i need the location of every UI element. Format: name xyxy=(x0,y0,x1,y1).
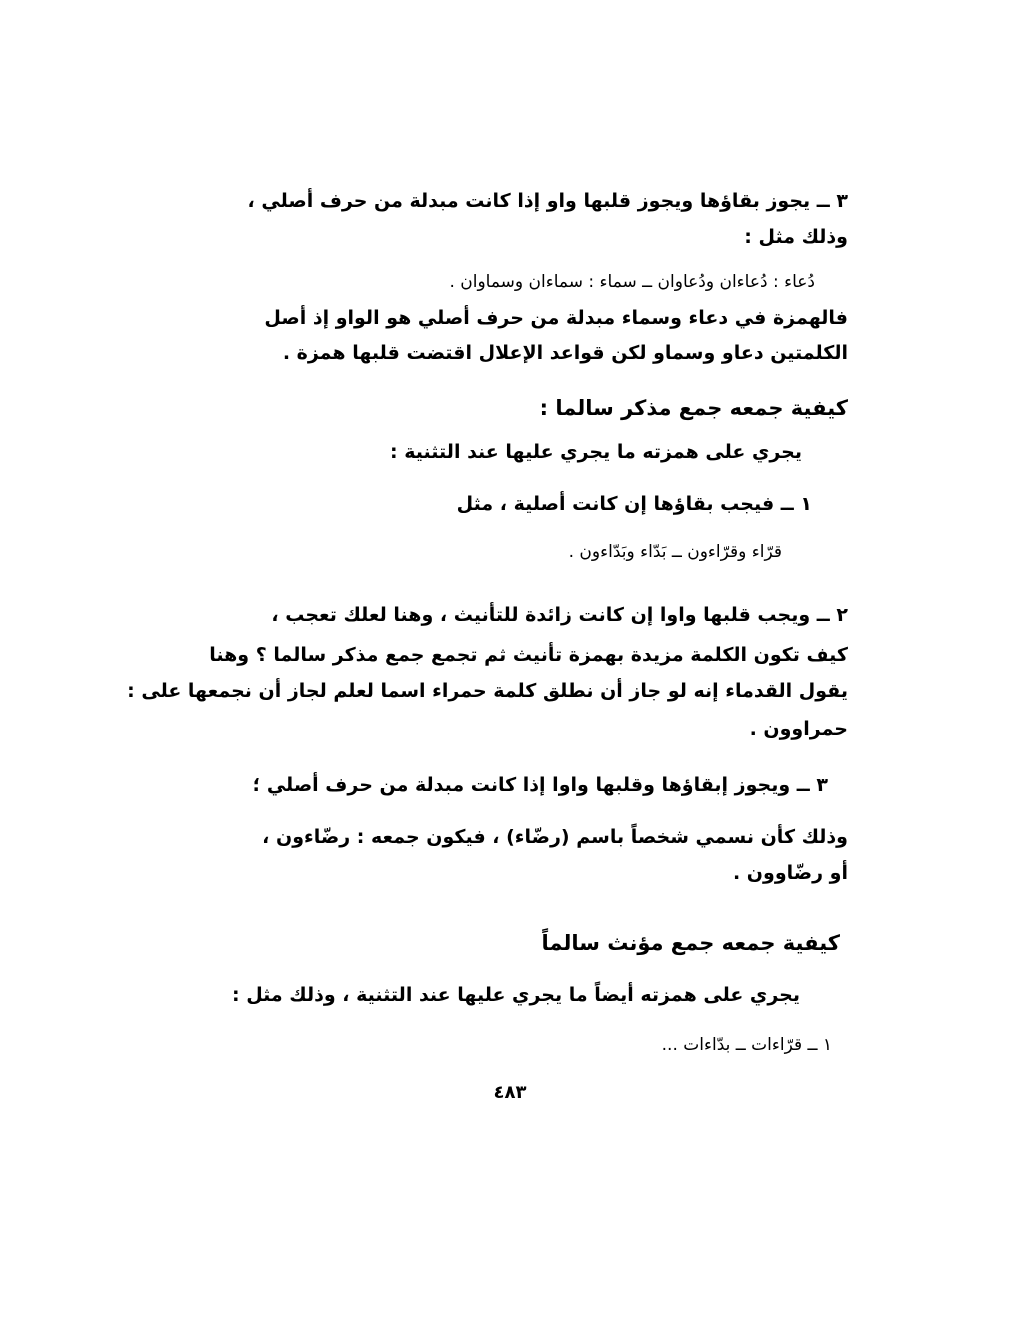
list-item: ١ ــ قرّاءات ــ بدّاءات ... xyxy=(661,1035,832,1055)
paragraph-line: ٣ ــ يجوز بقاؤها ويجوز قلبها واو إذا كانت مبدلة من حرف أصلي ، xyxy=(247,190,848,212)
list-item: ٣ ــ ويجوز إبقاؤها وقلبها واوا إذا كانت مبدلة من حرف أصلي ؛ xyxy=(252,774,828,796)
example-line: أو رضّاوون . xyxy=(732,862,848,884)
example-line: وذلك كأن نسمي شخصاً باسم (رضّاء) ، فيكون جمعه : رضّاءون ، xyxy=(262,826,848,848)
intro-line: يجري على همزته أيضاً ما يجري عليها عند التثنية ، وذلك مثل : xyxy=(232,984,800,1006)
paragraph-line: حمراوون . xyxy=(749,718,848,740)
example-line: قرّاء وقرّاءون ــ بَدّاء وبَدّاءون . xyxy=(568,542,782,562)
list-item: ١ ــ فيجب بقاؤها إن كانت أصلية ، مثل xyxy=(456,493,812,515)
example-line: دُعاء : دُعاءان ودُعاوان ــ سماء : سماءان وسماوان . xyxy=(449,272,815,292)
paragraph-line: يقول القدماء إنه لو جاز أن نطلق كلمة حمراء اسما لعلم لجاز أن نجمعها على : xyxy=(127,680,848,702)
section-heading: كيفية جمعه جمع مؤنث سالماً xyxy=(541,931,840,955)
paragraph-line: الكلمتين دعاو وسماو لكن قواعد الإعلال اقتضت قلبها همزة . xyxy=(282,342,848,364)
paragraph-line: وذلك مثل : xyxy=(744,226,848,248)
paragraph-line: فالهمزة في دعاء وسماء مبدلة من حرف أصلي هو الواو إذ أصل xyxy=(264,307,848,329)
section-heading: كيفية جمعه جمع مذكر سالما : xyxy=(539,396,848,420)
paragraph-line: كيف تكون الكلمة مزيدة بهمزة تأنيث ثم تجمع جمع مذكر سالما ؟ وهنا xyxy=(209,644,848,666)
page-number: ٤٨٣ xyxy=(493,1082,527,1103)
list-item: ٢ ــ ويجب قلبها واوا إن كانت زائدة للتأنيث ، وهنا لعلك تعجب ، xyxy=(271,604,848,626)
intro-line: يجري على همزته ما يجري عليها عند التثنية : xyxy=(390,441,802,463)
